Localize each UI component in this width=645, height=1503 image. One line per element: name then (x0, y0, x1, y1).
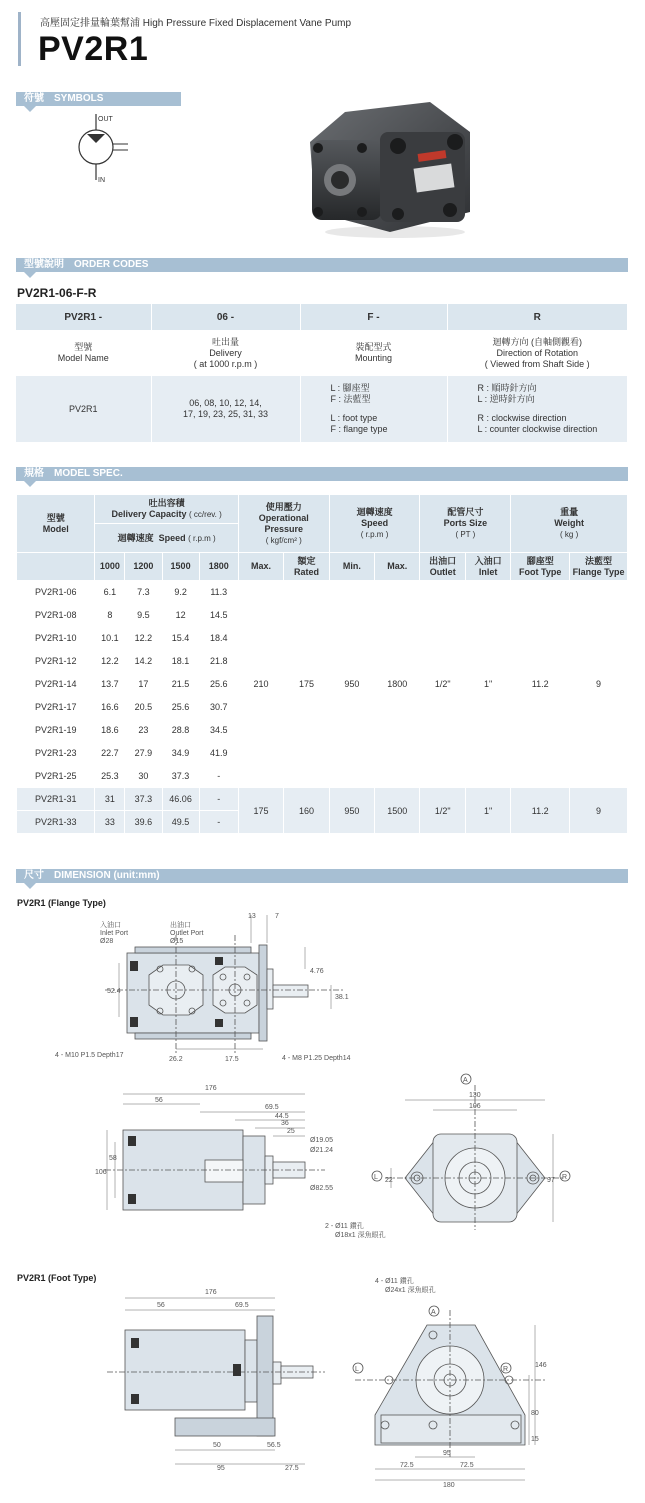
svg-text:A: A (431, 1309, 436, 1316)
page-title: PV2R1 (38, 30, 149, 68)
svg-text:L: L (355, 1366, 359, 1373)
svg-text:25: 25 (287, 1128, 295, 1135)
svg-text:180: 180 (443, 1482, 455, 1489)
svg-text:A: A (463, 1077, 468, 1084)
spec-sub-pmax: Max. (238, 553, 283, 581)
svg-text:97: 97 (547, 1177, 555, 1184)
svg-text:17.5: 17.5 (225, 1056, 239, 1063)
spec-header-blank (17, 553, 95, 581)
flange-side-view-drawing (95, 1080, 355, 1250)
svg-text:44.5: 44.5 (275, 1113, 289, 1120)
svg-text:R: R (503, 1366, 509, 1373)
table-row: PV2R1-31 31 37.3 46.06 - 175 160 950 1500 1/2" 1" 11.2 9 (17, 788, 628, 811)
group2-rated: 160 (284, 788, 329, 834)
svg-text:入油口: 入油口 (100, 922, 121, 929)
svg-text:Ø19.05: Ø19.05 (310, 1137, 333, 1144)
svg-text:Ø82.55: Ø82.55 (310, 1185, 333, 1192)
order-header-2: F - (300, 304, 447, 330)
table-row: PV2R1-12 12.2 14.2 18.1 21.8 (17, 650, 628, 673)
spec-sub-min: Min. (329, 553, 374, 581)
symbol-in-label: IN (98, 177, 105, 184)
svg-text:出油口: 出油口 (170, 922, 191, 929)
spec-sub-1500: 1500 (162, 553, 199, 581)
group1-outlet: 1/2" (420, 581, 465, 788)
svg-text:Ø21.24: Ø21.24 (310, 1147, 333, 1154)
foot-end-view-drawing (345, 1275, 560, 1490)
dim-en: DIMENSION (unit:mm) (54, 870, 160, 881)
foot-side-view-drawing (95, 1280, 355, 1480)
svg-text:26.2: 26.2 (169, 1056, 183, 1063)
order-cell: 迴轉方向 (自軸側觀看) Direction of Rotation ( Viewed from Shaft Side ) (447, 330, 628, 376)
svg-text:176: 176 (205, 1289, 217, 1296)
order-header-1: 06 - (151, 304, 300, 330)
spec-sub-outlet: 出油口 Outlet (420, 553, 465, 581)
svg-text:13: 13 (248, 913, 256, 920)
order-cell: L : 腳座型 F : 法藍型 L : foot type F : flange type (300, 376, 447, 442)
flange-front-view-drawing (45, 905, 365, 1065)
group2-inlet: 1" (465, 788, 510, 834)
svg-text:72.5: 72.5 (460, 1462, 474, 1469)
spec-sub-1200: 1200 (125, 553, 162, 581)
svg-text:15: 15 (531, 1436, 539, 1443)
svg-text:Ø15: Ø15 (170, 938, 184, 945)
group1-smax: 1800 (375, 581, 420, 788)
order-cell: 吐出量 Delivery ( at 1000 r.p.m ) (151, 330, 300, 376)
flange-holes-note: 2 - Ø11 鑽孔 Ø18x1 深魚眼孔 (325, 1223, 386, 1239)
order-cell: 型號 Model Name (16, 330, 151, 376)
group1-inlet: 1" (465, 581, 510, 788)
model-spec-section-header (16, 467, 628, 481)
foot-type-title: PV2R1 (Foot Type) (17, 1273, 97, 1283)
group1-rated: 175 (284, 581, 329, 788)
svg-text:176: 176 (205, 1085, 217, 1092)
group1-flange: 9 (570, 581, 628, 788)
svg-text:146: 146 (535, 1362, 547, 1369)
title-accent-bar (18, 12, 21, 66)
table-row: PV2R1-14 13.7 17 21.5 25.6 (17, 673, 628, 696)
svg-text:22: 22 (385, 1177, 393, 1184)
spec-header-pressure: 使用壓力 Operational Pressure ( kgf/cm² ) (238, 495, 329, 553)
spec-en: MODEL SPEC. (54, 468, 123, 479)
svg-text:95: 95 (443, 1450, 451, 1457)
table-row: PV2R1-25 25.3 30 37.3 - (17, 765, 628, 788)
order-codes-section-header (16, 258, 628, 272)
page-subtitle: 高壓固定排量輪葉幫浦 High Pressure Fixed Displacement Vane Pump (40, 18, 352, 29)
order-codes-table (16, 304, 628, 442)
table-row: PV2R1-17 16.6 20.5 25.6 30.7 (17, 696, 628, 719)
svg-text:Ø28: Ø28 (100, 938, 114, 945)
svg-text:80: 80 (531, 1410, 539, 1417)
svg-text:L: L (374, 1174, 378, 1181)
svg-text:38.1: 38.1 (335, 994, 349, 1001)
table-row: PV2R1-06 6.1 7.3 9.2 11.3 210 175 950 1800 1/2" 1" 11.2 9 (17, 581, 628, 604)
symbol-out-label: OUT (98, 116, 113, 123)
pump-photo-image (300, 102, 480, 242)
spec-sub-flange: 法藍型 Flange Type (570, 553, 628, 581)
spec-sub-rated: 額定 Rated (284, 553, 329, 581)
spec-header-ports: 配管尺寸 Ports Size ( PT ) (420, 495, 511, 553)
svg-text:52.4: 52.4 (107, 988, 121, 995)
order-en: ORDER CODES (74, 259, 149, 270)
svg-text:69.5: 69.5 (235, 1302, 249, 1309)
group2-pmax: 175 (238, 788, 283, 834)
flange-type-title: PV2R1 (Flange Type) (17, 898, 106, 908)
foot-holes-note: 4 - Ø11 鑽孔 Ø24x1 深魚眼孔 (375, 1278, 436, 1294)
table-row: PV2R1-23 22.7 27.9 34.9 41.9 (17, 742, 628, 765)
spec-cn: 規格 (24, 468, 44, 479)
svg-text:36: 36 (281, 1120, 289, 1127)
spec-header-speed: 迴轉速度 Speed ( r.p.m ) (329, 495, 420, 553)
group2-min: 950 (329, 788, 374, 834)
group1-pmax: 210 (238, 581, 283, 788)
svg-text:50: 50 (213, 1442, 221, 1449)
table-row: PV2R1-19 18.6 23 28.8 34.5 (17, 719, 628, 742)
svg-text:95: 95 (217, 1465, 225, 1472)
order-cell: R : 順時針方向 L : 逆時針方向 R : clockwise direction L : counter clockwise direction (447, 376, 628, 442)
order-cn: 型號說明 (24, 259, 64, 270)
svg-text:R: R (562, 1174, 568, 1181)
spec-header-delivery: 吐出容積 Delivery Capacity ( cc/rev. ) (95, 495, 238, 524)
spec-sub-1000: 1000 (95, 553, 125, 581)
symbols-en: SYMBOLS (54, 93, 104, 104)
group1-min: 950 (329, 581, 374, 788)
svg-text:56: 56 (157, 1302, 165, 1309)
group2-flange: 9 (570, 788, 628, 834)
group1-foot: 11.2 (511, 581, 570, 788)
dimension-section-header (16, 869, 628, 883)
spec-sub-max: Max. (375, 553, 420, 581)
spec-header-model: 型號 Model (17, 495, 95, 553)
svg-text:69.5: 69.5 (265, 1104, 279, 1111)
svg-text:7: 7 (275, 913, 279, 920)
symbols-cn: 符號 (24, 93, 44, 104)
svg-text:4 - M8 P1.25 Depth14: 4 - M8 P1.25 Depth14 (282, 1055, 351, 1062)
spec-header-speed-sub: 迴轉速度 Speed ( r.p.m ) (95, 524, 238, 553)
order-code-example: PV2R1-06-F-R (17, 286, 97, 300)
order-cell: PV2R1 (16, 376, 151, 442)
svg-text:27.5: 27.5 (285, 1465, 299, 1472)
svg-text:72.5: 72.5 (400, 1462, 414, 1469)
symbols-section-header (16, 92, 181, 106)
table-row: PV2R1-08 8 9.5 12 14.5 (17, 604, 628, 627)
pump-symbol-icon (70, 110, 140, 190)
svg-text:Inlet Port: Inlet Port (100, 930, 129, 937)
svg-text:4 - M10 P1.5 Depth17: 4 - M10 P1.5 Depth17 (55, 1052, 124, 1059)
spec-header-weight: 重量 Weight ( kg ) (511, 495, 628, 553)
group2-foot: 11.2 (511, 788, 570, 834)
group2-smax: 1500 (375, 788, 420, 834)
svg-text:106: 106 (95, 1169, 107, 1176)
svg-text:130: 130 (469, 1092, 481, 1099)
spec-sub-inlet: 入油口 Inlet (465, 553, 510, 581)
dim-cn: 尺寸 (24, 870, 44, 881)
order-header-0: PV2R1 - (16, 304, 151, 330)
svg-text:106: 106 (469, 1103, 481, 1110)
svg-text:4.76: 4.76 (310, 968, 324, 975)
order-cell: 裝配型式 Mounting (300, 330, 447, 376)
table-row: PV2R1-33 33 39.6 49.5 - (17, 811, 628, 834)
svg-text:Outlet Port: Outlet Port (170, 930, 204, 937)
svg-text:56: 56 (155, 1097, 163, 1104)
svg-text:56.5: 56.5 (267, 1442, 281, 1449)
flange-end-view-drawing (365, 1070, 580, 1250)
svg-text:58: 58 (109, 1155, 117, 1162)
table-row: PV2R1-10 10.1 12.2 15.4 18.4 (17, 627, 628, 650)
spec-sub-foot: 腳座型 Foot Type (511, 553, 570, 581)
order-cell: 06, 08, 10, 12, 14, 17, 19, 23, 25, 31, 33 (151, 376, 300, 442)
order-header-3: R (447, 304, 628, 330)
group2-outlet: 1/2" (420, 788, 465, 834)
model-spec-table (16, 494, 628, 834)
spec-sub-1800: 1800 (199, 553, 238, 581)
